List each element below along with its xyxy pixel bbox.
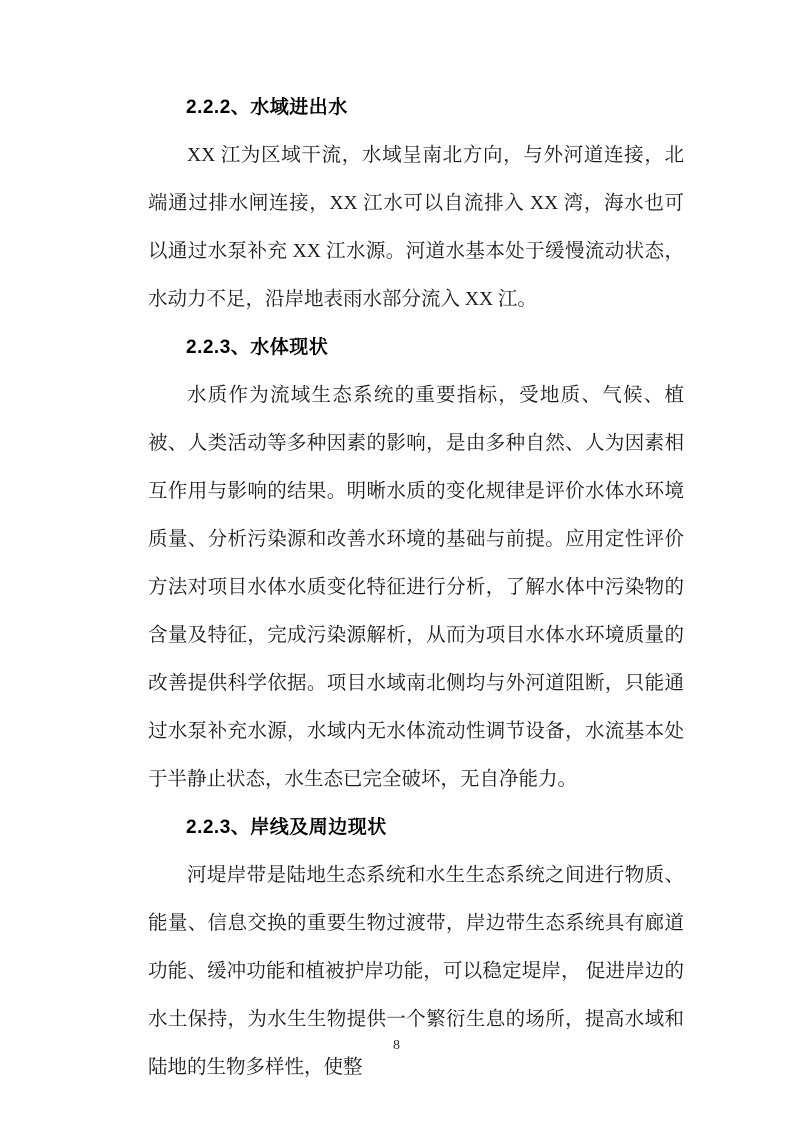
- section-paragraph-3: 河堤岸带是陆地生态系统和水生生态系统之间进行物质、能量、信息交换的重要生物过渡带，岸边带生态系统具有廊道功能、缓冲功能和植被护岸功能，可以稳定堤岸， 促进岸边的水土保持，为水生生物提供一个繁衍生息的场所，提高水域和陆地的生物多样性，使整: [148, 865, 684, 1078]
- section-paragraph-2: 水质作为流域生态系统的重要指标，受地质、气候、植被、人类活动等多种因素的影响，是由多种自然、人为因素相互作用与影响的结果。明晰水质的变化规律是评价水体水环境质量、分析污染源和改善水环境的基础与前提。应用定性评价方法对项目水体水质变化特征进行分析，了解水体中污染物的含量及特征，完成污染源解析，从而为项目水体水环境质量的改善提供科学依据。项目水域南北侧均与外河道阻断，只能通过水泵补充水源，水域内无水体流动性调节设备，水流基本处于半静止状态，水生态已完全破坏，无自净能力。: [148, 385, 684, 790]
- page-number: 8: [393, 1038, 400, 1053]
- section-heading-2: 2.2.3、水体现状: [186, 337, 329, 358]
- section-paragraph-1: XX 江为区域干流，水域呈南北方向，与外河道连接，北端通过排水闸连接，XX 江水可以自流排入 XX 湾，海水也可以通过水泵补充 XX 江水源。河道水基本处于缓慢流动状态，水动力不足，沿岸地表雨水部分流入 XX 江。: [148, 145, 684, 310]
- page-content: [148, 0, 684, 1092]
- top-margin-spacer: [148, 0, 684, 84]
- section-heading-3: 2.2.3、岸线及周边现状: [186, 817, 387, 838]
- section-heading-1: 2.2.2、水域进出水: [186, 97, 348, 118]
